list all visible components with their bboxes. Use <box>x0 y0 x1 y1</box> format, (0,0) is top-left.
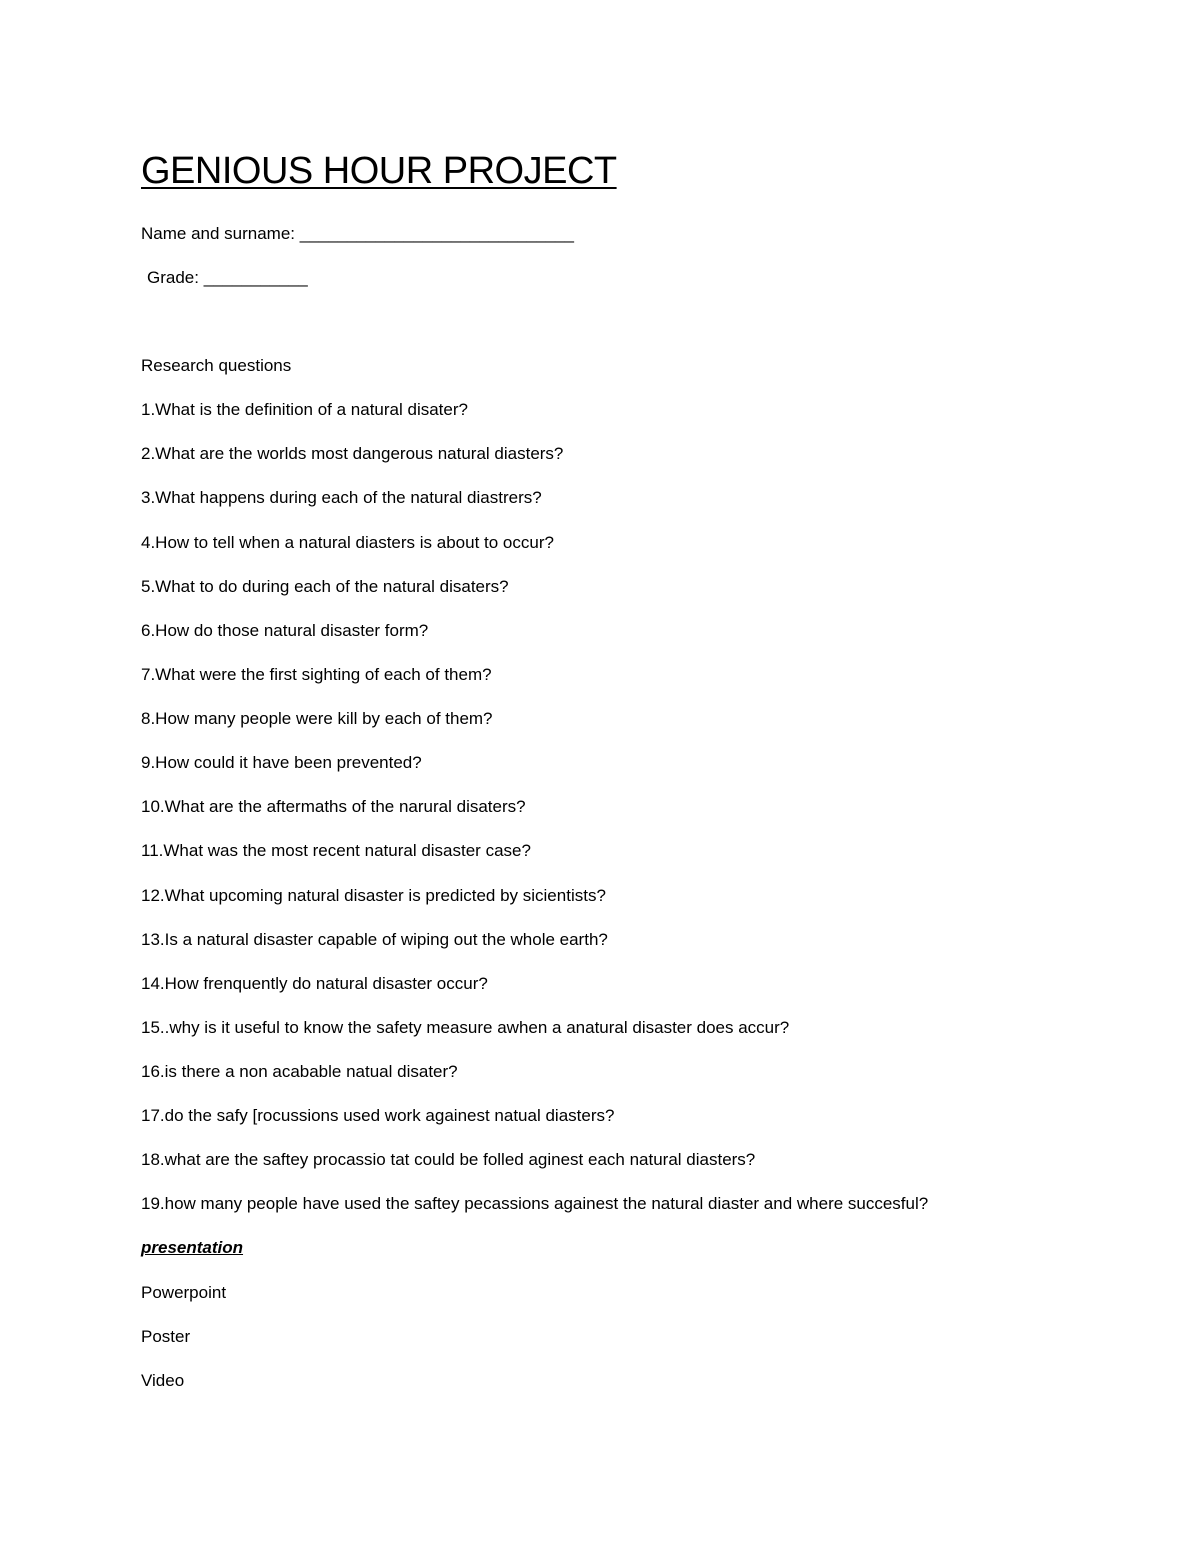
question-5: 5.What to do during each of the natural disaters? <box>141 577 509 596</box>
question-9: 9.How could it have been prevented? <box>141 753 422 772</box>
grade-field: Grade: ___________ <box>147 268 308 287</box>
research-heading: Research questions <box>141 356 292 375</box>
presentation-option-powerpoint: Powerpoint <box>141 1283 227 1302</box>
document-page <box>141 0 1141 1553</box>
question-15: 15..why is it useful to know the safety measure awhen a anatural disaster does accur? <box>141 1018 790 1037</box>
question-6: 6.How do those natural disaster form? <box>141 621 429 640</box>
presentation-heading: presentation <box>141 1238 244 1257</box>
question-17: 17.do the safy [rocussions used work againest natual diasters? <box>141 1106 615 1125</box>
page-title: GENIOUS HOUR PROJECT <box>141 150 617 192</box>
question-11: 11.What was the most recent natural disaster case? <box>141 841 531 860</box>
presentation-option-video: Video <box>141 1371 185 1390</box>
name-field: Name and surname: _____________________________ <box>141 224 574 243</box>
question-16: 16.is there a non acabable natual disater? <box>141 1062 458 1081</box>
question-7: 7.What were the first sighting of each of them? <box>141 665 492 684</box>
question-10: 10.What are the aftermaths of the narural disaters? <box>141 797 526 816</box>
question-13: 13.Is a natural disaster capable of wiping out the whole earth? <box>141 930 608 949</box>
question-12: 12.What upcoming natural disaster is predicted by sicientists? <box>141 886 606 905</box>
question-8: 8.How many people were kill by each of them? <box>141 709 493 728</box>
question-19: 19.how many people have used the saftey pecassions againest the natural diaster and where succesful? <box>141 1194 929 1213</box>
question-1: 1.What is the definition of a natural disater? <box>141 400 468 419</box>
question-4: 4.How to tell when a natural diasters is about to occur? <box>141 533 554 552</box>
question-3: 3.What happens during each of the natural diastrers? <box>141 488 542 507</box>
question-18: 18.what are the saftey procassio tat could be folled aginest each natural diasters? <box>141 1150 756 1169</box>
presentation-option-poster: Poster <box>141 1327 191 1346</box>
question-2: 2.What are the worlds most dangerous natural diasters? <box>141 444 564 463</box>
question-14: 14.How frenquently do natural disaster occur? <box>141 974 488 993</box>
